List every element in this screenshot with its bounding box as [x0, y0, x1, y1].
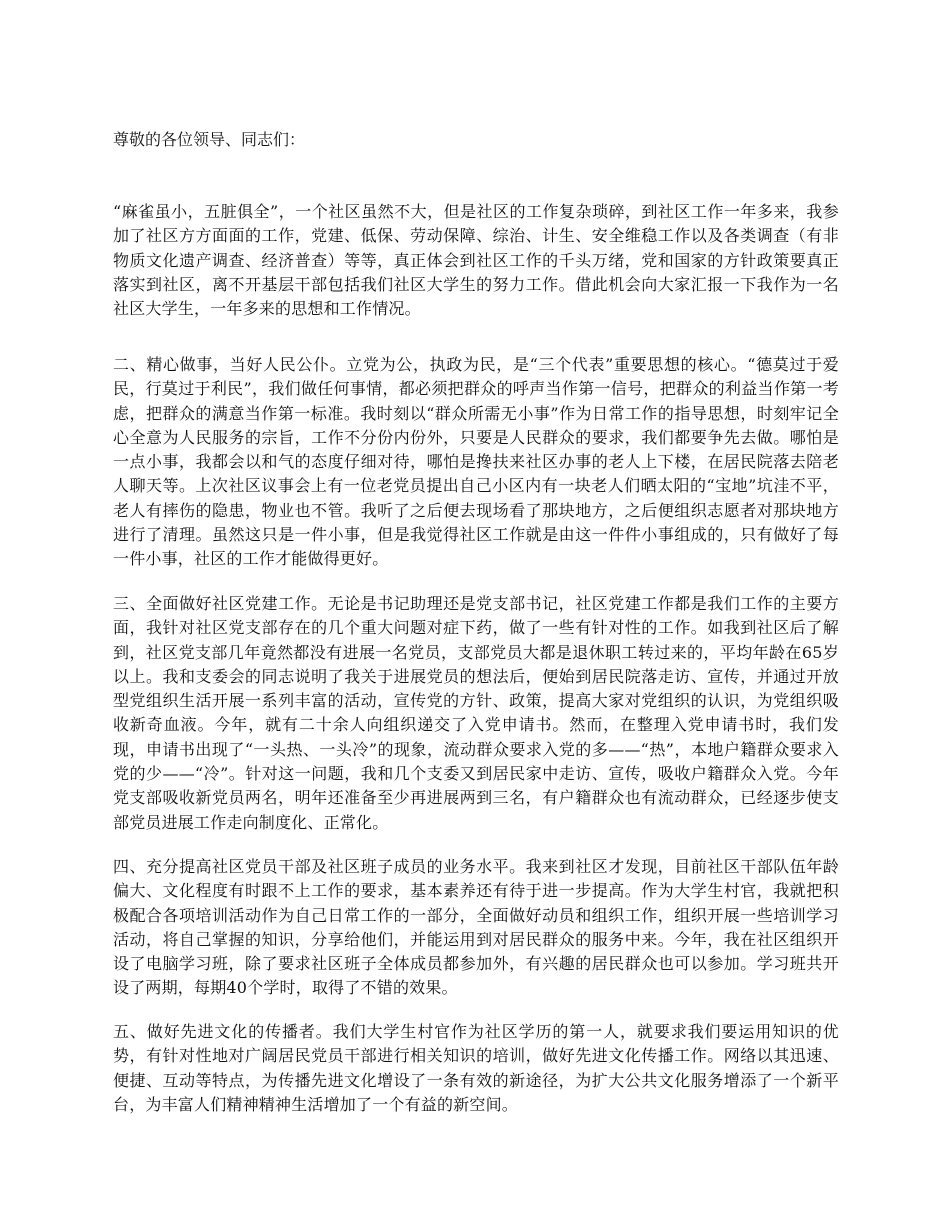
paragraph-section-five: 五、做好先进文化的传播者。我们大学生村官作为社区学历的第一人，就要求我们要运用知识的优势，有针对性地对广阔居民党员干部进行相关知识的培训，做好先进文化传播工作。网络以其迅速、便捷、互动等特点，为传播先进文化增设了一条有效的新途径，为扩大公共文化服务增添了一个新平台，为丰富人们精神精神生活增加了一个有益的新空间。	[113, 1022, 839, 1114]
paragraph-section-two: 二、精心做事，当好人民公仆。立党为公，执政为民，是“三个代表”重要思想的核心。“德莫过于爱民，行莫过于利民”，我们做任何事情，都必须把群众的呼声当作第一信号，把群众的利益当作第一考虑，把群众的满意当作第一标准。我时刻以“群众所需无小事”作为日常工作的指导思想，时刻牢记全心全意为人民服务的宗旨，工作不分份内份外，只要是人民群众的要求，我们都要争先去做。哪怕是一点小事，我都会以和气的态度仔细对待，哪怕是搀扶来社区办事的老人上下楼，在居民院落去陪老人聊天等。上次社区议事会上有一位老党员提出自己小区内有一块老人们晒太阳的“宝地”坑洼不平，老人有摔伤的隐患，物业也不管。我听了之后便去现场看了那块地方，之后便组织志愿者对那块地方进行了清理。虽然这只是一件小事，但是我觉得社区工作就是由这一件件小事组成的，只有做好了每一件小事，社区的工作才能做得更好。	[113, 355, 839, 569]
paragraph-section-four: 四、充分提高社区党员干部及社区班子成员的业务水平。我来到社区才发现，目前社区干部队伍年龄偏大、文化程度有时跟不上工作的要求，基本素养还有待于进一步提高。作为大学生村官，我就把积极配合各项培训活动作为自己日常工作的一部分，全面做好动员和组织工作，组织开展一些培训学习活动，将自己掌握的知识，分享给他们，并能运用到对居民群众的服务中来。今年，我在社区组织开设了电脑学习班，除了要求社区班子全体成员都参加外，有兴趣的居民群众也可以参加。学习班共开设了两期，每期40个学时，取得了不错的效果。	[113, 857, 839, 998]
paragraph-section-three: 三、全面做好社区党建工作。无论是书记助理还是党支部书记，社区党建工作都是我们工作的主要方面，我针对社区党支部存在的几个重大问题对症下药，做了一些有针对性的工作。如我到社区后了解到，社区党支部几年竟然都没有进展一名党员，支部党员大都是退休职工转过来的，平均年龄在65岁以上。我和支委会的同志说明了我关于进展党员的想法后，便始到居民院落走访、宣传，并通过开放型党组织生活开展一系列丰富的活动，宣传党的方针、政策，提高大家对党组织的认识，为党组织吸收新奇血液。今年，就有二十余人向组织递交了入党申请书。然而，在整理入党申请书时，我们发现，申请书出现了“一头热、一头冷”的现象，流动群众要求入党的多——“热”，本地户籍群众要求入党的少——“冷”。针对这一问题，我和几个支委又到居民家中走访、宣传，吸收户籍群众入党。今年党支部吸收新党员两名，明年还准备至少再进展两到三名，有户籍群众也有流动群众，已经逐步使支部党员进展工作走向制度化、正常化。	[113, 594, 839, 832]
salutation: 尊敬的各位领导、同志们：	[113, 130, 306, 149]
paragraph-intro: “麻雀虽小，五脏俱全”，一个社区虽然不大，但是社区的工作复杂琐碎，到社区工作一年多来，我参加了社区方方面面的工作，党建、低保、劳动保障、综治、计生、安全维稳工作以及各类调查（有非物质文化遗产调查、经济普查）等等，真正体会到社区工作的千头万绪，党和国家的方针政策要真正落实到社区，离不开基层干部包括我们社区大学生的努力工作。借此机会向大家汇报一下我作为一名社区大学生，一年多来的思想和工作情况。	[113, 202, 839, 319]
